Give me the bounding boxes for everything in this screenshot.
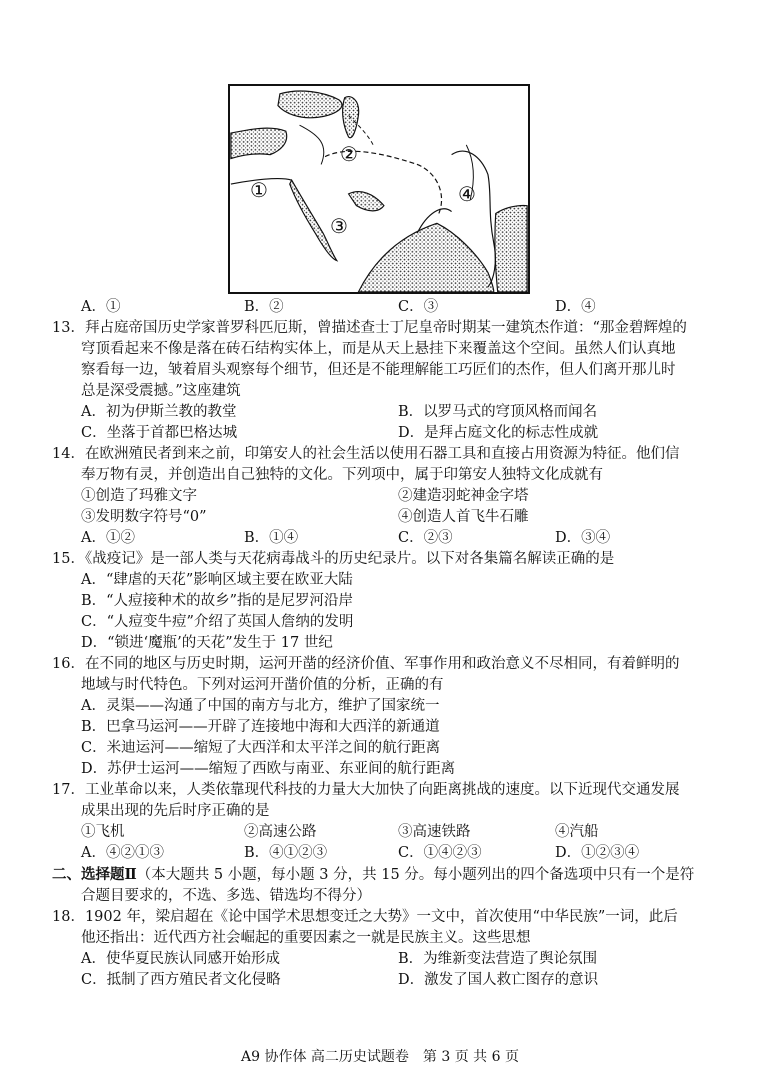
page-footer: A9 协作体 高二历史试题卷 第 3 页 共 6 页 (241, 1049, 519, 1065)
q18-stem-line-1: 18．1902 年，梁启超在《论中国学术思想变迁之大势》一文中，首次使用“中华民族”一词，此后 (52, 909, 678, 925)
section-2-desc-1: （本大题共 5 小题，每小题 3 分，共 15 分。每小题列出的四个备选项中只有一个是符 (136, 867, 695, 883)
q14-stem-line-1: 14．在欧洲殖民者到来之前，印第安人的社会生活以使用石器工具和直接占用资源为特征。他们信 (52, 446, 680, 462)
q13-option-c: C．坐落于首都巴格达城 (81, 425, 238, 441)
q17-stem-line-2: 成果出现的先后时序正确的是 (81, 803, 270, 819)
q17-stem-line-1: 17．工业革命以来，人类依靠现代科技的力量大大加快了向距离挑战的速度。以下近现代交通发展 (52, 782, 680, 798)
q14-stem-line-2: 奉万物有灵，并创造出自己独特的文化。下列项中，属于印第安人独特文化成就有 (81, 467, 603, 483)
map-label-4: ④ (458, 182, 476, 206)
q18-option-d: D．激发了国人救亡图存的意识 (398, 972, 599, 988)
section-2-desc-2: 合题目要求的，不选、多选、错选均不得分） (81, 888, 371, 904)
q13-stem-line-2: 穹顶看起来不像是落在砖石结构实体上，而是从天上悬挂下来覆盖这个空间。虽然人们认真地 (81, 341, 676, 357)
q13-option-a: A．初为伊斯兰教的教堂 (81, 404, 237, 420)
q14-option-a: A．①② (81, 530, 135, 546)
q13-stem-line-3: 察看每一边，皱着眉头观察每个细节，但还是不能理解能工巧匠们的杰作，但人们离开那儿时 (81, 362, 676, 378)
q17-item-3: ③高速铁路 (398, 824, 471, 840)
q17-item-4: ④汽船 (555, 824, 599, 840)
historical-map (228, 84, 530, 294)
q17-option-c: C．①④②③ (398, 845, 482, 861)
q14-item-2: ②建造羽蛇神金字塔 (398, 488, 529, 504)
q18-option-c: C．抵制了西方殖民者文化侵略 (81, 972, 281, 988)
q14-option-b: B．①④ (244, 530, 299, 546)
q16-option-a: A．灵渠——沟通了中国的南方与北方，维护了国家统一 (81, 698, 440, 714)
q12-option-c: C．③ (398, 299, 439, 315)
q18-option-a: A．使华夏民族认同感开始形成 (81, 951, 280, 967)
q12-option-a: A．① (81, 299, 121, 315)
q14-item-1: ①创造了玛雅文字 (81, 488, 197, 504)
q18-option-b: B．为维新变法营造了舆论氛围 (398, 951, 598, 967)
section-2-title: 二、选择题Ⅱ (52, 866, 137, 883)
q14-option-d: D．③④ (555, 530, 611, 546)
q17-item-2: ②高速公路 (244, 824, 317, 840)
q16-stem-line-2: 地域与时代特色。下列对运河开凿价值的分析，正确的有 (81, 677, 444, 693)
q13-stem-line-4: 总是深受震撼。”这座建筑 (81, 383, 241, 399)
q13-option-d: D．是拜占庭文化的标志性成就 (398, 425, 599, 441)
q12-option-d: D．④ (555, 299, 596, 315)
q17-option-d: D．①②③④ (555, 845, 640, 861)
q15-option-a: A．“肆虐的天花”影响区域主要在欧亚大陆 (81, 572, 353, 588)
q14-option-c: C．②③ (398, 530, 453, 546)
q16-option-d: D．苏伊士运河——缩短了西欧与南亚、东亚间的航行距离 (81, 761, 456, 777)
q15-option-b: B．“人痘接种术的故乡”指的是尼罗河沿岸 (81, 593, 353, 609)
q16-stem-line-1: 16．在不同的地区与历史时期，运河开凿的经济价值、军事作用和政治意义不尽相同，有着鲜明的 (52, 656, 680, 672)
q16-option-b: B．巴拿马运河——开辟了连接地中海和大西洋的新通道 (81, 719, 440, 735)
q15-stem-line-1: 15．《战疫记》是一部人类与天花病毒战斗的历史纪录片。以下对各集篇名解读正确的是 (52, 551, 615, 567)
q12-option-b: B．② (244, 299, 284, 315)
map-label-3: ③ (330, 214, 348, 238)
q14-item-4: ④创造人首飞牛石雕 (398, 509, 529, 525)
q17-option-a: A．④②①③ (81, 845, 164, 861)
section-2-header (52, 865, 694, 885)
map-label-2: ② (340, 142, 358, 166)
q16-option-c: C．米迪运河——缩短了大西洋和太平洋之间的航行距离 (81, 740, 441, 756)
q17-option-b: B．④①②③ (244, 845, 328, 861)
q13-option-b: B．以罗马式的穹顶风格而闻名 (398, 404, 598, 420)
q17-item-1: ①飞机 (81, 824, 125, 840)
q14-item-3: ③发明数字符号“0” (81, 509, 207, 525)
q18-stem-line-2: 他还指出：近代西方社会崛起的重要因素之一就是民族主义。这些思想 (81, 930, 531, 946)
q15-option-c: C．“人痘变牛痘”介绍了英国人詹纳的发明 (81, 614, 354, 630)
map-svg (230, 86, 528, 292)
q15-option-d: D．“锁进‘魔瓶’的天花”发生于 17 世纪 (81, 635, 333, 651)
map-label-1: ① (250, 178, 268, 202)
q13-stem-line-1: 13．拜占庭帝国历史学家普罗科匹厄斯，曾描述查士丁尼皇帝时期某一建筑杰作道：“那金碧辉煌的 (52, 320, 687, 336)
